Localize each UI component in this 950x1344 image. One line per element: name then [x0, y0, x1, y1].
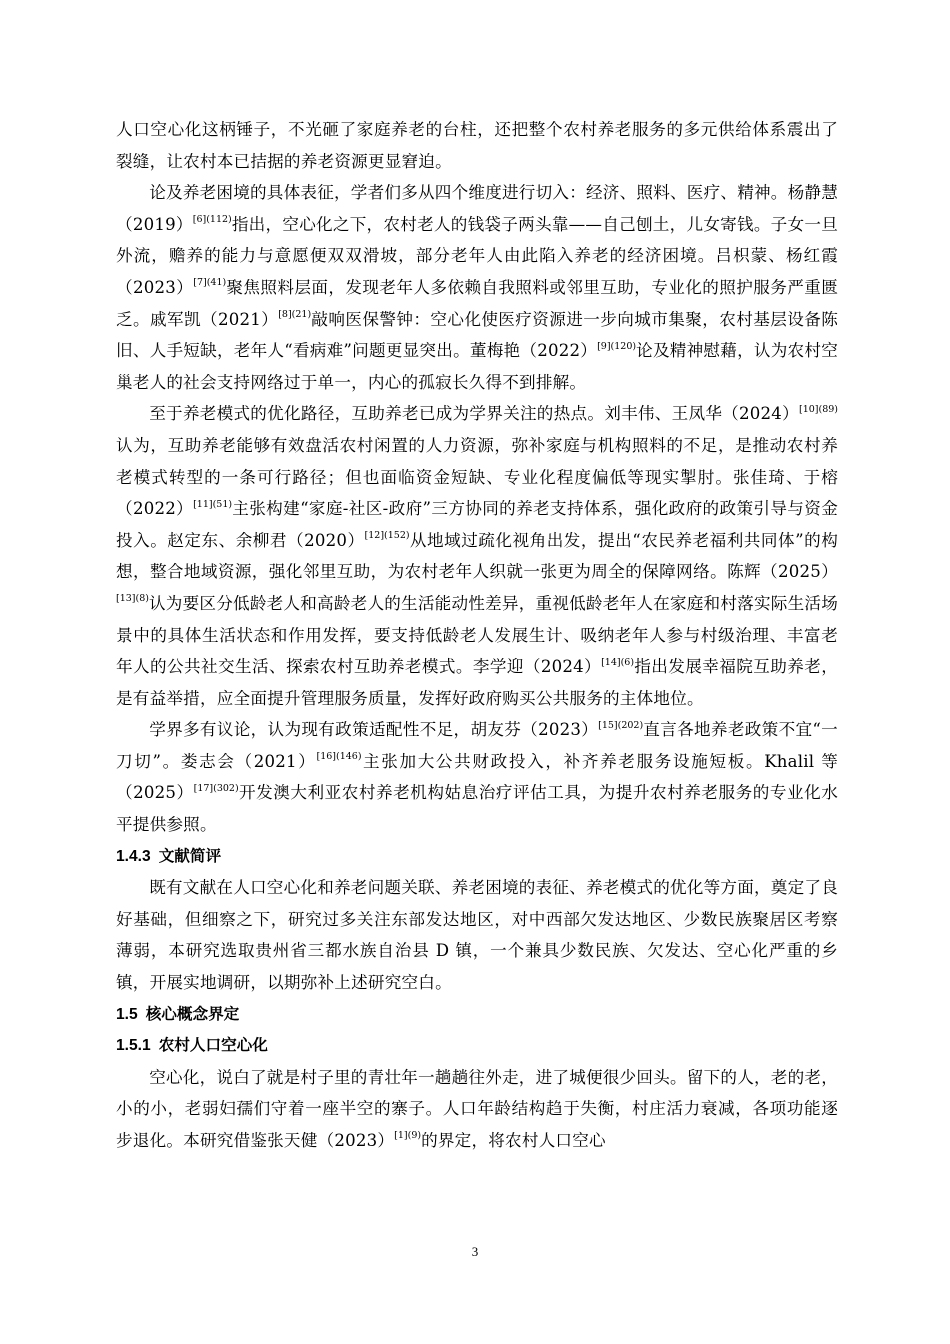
paragraph-text: 从地域过疏化视角出发，提出“农民养老福利共同体”的构想，整合地域资源，强化邻里互助，为农村老年人织就一张更为周全的保障网络。陈辉（2025）	[116, 530, 838, 582]
citation-reference: [11](51)	[193, 498, 233, 510]
paragraph-mutual-aid	[116, 398, 838, 714]
section-title: 文献简评	[158, 846, 222, 865]
section-number: 1.4.3	[116, 847, 151, 865]
citation-reference: [8](21)	[278, 309, 312, 321]
paragraph-text: 的界定，将农村人口空心	[421, 1131, 606, 1150]
citation-reference: [9](120)	[597, 340, 637, 352]
paragraph-text: 聚焦照料层面，发现老年人多依赖自我照料或邻里互助，专业化的照护服务严重匮乏。戚军凯（2021）	[116, 277, 839, 329]
citation-reference: [6](112)	[192, 214, 232, 226]
paragraph-text: 指出，空心化之下，农村老人的钱袋子两头靠——自己刨土，儿女寄钱。子女一旦外流，赡养的能力与意愿便双双滑坡，部分老年人由此陷入养老的经济困境。吕枳蒙、杨红霞（2023）	[116, 214, 838, 297]
citation-reference: [17](302)	[193, 782, 239, 794]
section-heading-1-5	[116, 999, 838, 1031]
paragraph-elderly-care-dilemma	[116, 177, 838, 398]
paragraph-text: 人口空心化这柄锤子，不光砸了家庭养老的台柱，还把整个农村养老服务的多元供给体系震出了裂缝，让农村本已拮据的养老资源更显窘迫。	[116, 120, 838, 171]
paragraph-text: 认为，互助养老能够有效盘活农村闲置的人力资源，弥补家庭与机构照料的不足，是推动农村养老模式转型的一条可行路径；但也面临资金短缺、专业化程度偏低等现实掣肘。张佳琦、于榕（2022）	[116, 435, 838, 519]
paragraph-literature-review	[116, 872, 838, 998]
paragraph-text: 开发澳大利亚农村养老机构姑息治疗评估工具，为提升农村养老服务的专业化水平提供参照。	[116, 783, 838, 835]
page-number: 3	[471, 1244, 479, 1259]
paragraph-text: 主张加大公共财政投入，补齐养老服务设施短板。Khalil 等（2025）	[116, 751, 839, 803]
citation-reference: [12](152)	[364, 530, 410, 542]
paragraph-text: 论及养老困境的具体表征，学者们多从四个维度进行切入：经济、照料、医疗、精神。杨静慧（2019）	[116, 183, 838, 234]
paragraph-hollowing-definition	[116, 1062, 838, 1157]
citation-reference: [16](146)	[316, 751, 362, 763]
paragraph-text: 至于养老模式的优化路径，互助养老已成为学界关注的热点。刘丰伟、王凤华（2024）	[149, 404, 799, 424]
citation-reference: [14](6)	[601, 656, 635, 668]
section-heading-1-4-3	[116, 841, 838, 873]
section-heading-1-5-1	[116, 1030, 838, 1062]
section-title: 核心概念界定	[145, 1004, 240, 1023]
page-body	[116, 114, 838, 1157]
paragraph-text: 认为要区分低龄老人和高龄老人的生活能动性差异，重视低龄老年人在家庭和村落实际生活场景中的具体生活状态和作用发挥，要支持低龄老人发展生计、吸纳老年人参与村级治理、丰富老年人的公共社交生活、探索农村互助养老模式。李学迎（2024）	[116, 593, 838, 677]
paragraph-text: 主张构建“家庭-社区-政府”三方协同的养老支持体系，强化政府的政策引导与资金投入。赵定东、余柳君（2020）	[116, 499, 838, 550]
paragraph-text: 既有文献在人口空心化和养老问题关联、养老困境的表征、养老模式的优化等方面，奠定了良好基础，但细察之下，研究过多关注东部发达地区，对中西部欠发达地区、少数民族聚居区考察薄弱，本研究选取贵州省三都水族自治县 D 镇，一个兼具少数民族、欠发达、空心化严重的乡镇，开展实地调研，以期弥补上述研究空白。	[116, 878, 838, 993]
citation-reference: [10](89)	[798, 403, 838, 415]
paragraph-text: 指出发展幸福院互助养老，是有益举措，应全面提升管理服务质量，发挥好政府购买公共服务的主体地位。	[116, 657, 838, 708]
section-number: 1.5	[116, 1005, 138, 1023]
paragraph-text: 空心化，说白了就是村子里的青壮年一趟趟往外走，进了城便很少回头。留下的人，老的老，小的小，老弱妇孺们守着一座半空的寨子。人口年龄结构趋于失衡，村庄活力衰减，各项功能逐步退化。本研究借鉴张天健（2023）	[116, 1067, 838, 1150]
citation-reference: [13](8)	[116, 593, 149, 605]
section-number: 1.5.1	[116, 1037, 151, 1055]
citation-reference: [15](202)	[598, 719, 644, 731]
paragraph-text: 敲响医保警钟：空心化使医疗资源进一步向城市集聚，农村基层设备陈旧、人手短缺，老年人“看病难”问题更显突出。董梅艳（2022）	[116, 309, 838, 361]
paragraph-text: 论及精神慰藉，认为农村空巢老人的社会支持网络过于单一，内心的孤寂长久得不到排解。	[116, 341, 838, 392]
paragraph-text: 直言各地养老政策不宜“一刀切”。娄志会（2021）	[116, 720, 838, 771]
paragraph-continuation	[116, 114, 838, 177]
paragraph-policy	[116, 714, 838, 840]
paragraph-text: 学界多有议论，认为现有政策适配性不足，胡友芬（2023）	[149, 720, 599, 740]
citation-reference: [1](9)	[394, 1130, 422, 1142]
citation-reference: [7](41)	[193, 277, 227, 289]
section-title: 农村人口空心化	[158, 1036, 268, 1055]
